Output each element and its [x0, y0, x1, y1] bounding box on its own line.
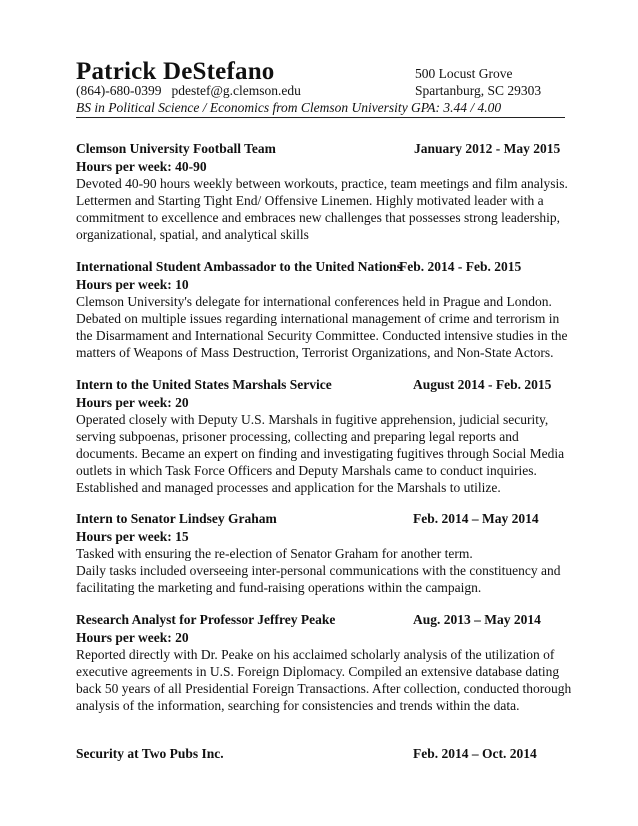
description-line: back 50 years of all Presidential Foreign Transactions. After collection, conducted thorough	[76, 681, 572, 696]
description-line: documents. Became an expert on finding and investigating fugitives through Social Media	[76, 446, 565, 461]
experience-entry	[76, 612, 572, 714]
experience-entry	[76, 511, 565, 596]
description-line: matters of Weapons of Mass Destruction, Terrorist Organizations, and Non-State Actors.	[76, 345, 554, 360]
entry-date: Feb. 2014 – May 2014	[413, 511, 539, 526]
experience-entry	[76, 259, 568, 361]
entry-description	[76, 293, 568, 361]
entry-hours: Hours per week: 15	[76, 529, 189, 544]
description-line: Lettermen and Starting Tight End/ Offensive Linemen. Highly motivated leader with a	[76, 193, 544, 208]
entry-hours: Hours per week: 20	[76, 630, 189, 645]
contact-line	[76, 83, 301, 99]
entry-hours: Hours per week: 40-90	[76, 159, 207, 174]
entry-title: International Student Ambassador to the United Nations	[76, 259, 403, 274]
entry-date: Feb. 2014 – Oct. 2014	[413, 746, 537, 761]
entry-description	[76, 646, 572, 714]
entry-title: Clemson University Football Team	[76, 141, 276, 156]
description-line: executive agreements in U.S. Foreign Diplomacy. Compiled an extensive database dating	[76, 664, 560, 679]
entry-hours: Hours per week: 20	[76, 395, 189, 410]
description-line: commitment to excellence and embraces new challenges that possesses strong leadership,	[76, 210, 560, 225]
entry-title: Intern to the United States Marshals Service	[76, 377, 332, 392]
description-line: Daily tasks included overseeing inter-personal communications with the constituency and	[76, 563, 561, 578]
description-line: the Disarmament and International Security Committee. Conducted intensive studies in the	[76, 328, 568, 343]
address-line-1: 500 Locust Grove	[415, 66, 513, 81]
phone-number: (864)-680-0399	[76, 83, 162, 98]
address-line-2: Spartanburg, SC 29303	[415, 83, 542, 98]
entry-hours: Hours per week: 10	[76, 277, 189, 292]
description-line: facilitating the marketing and fund-raising operations within the campaign.	[76, 580, 482, 595]
entry-description	[76, 545, 565, 596]
applicant-name: Patrick DeStefano	[76, 58, 275, 85]
experience-entry	[76, 377, 565, 496]
experience-entry	[76, 141, 568, 243]
description-line: Devoted 40-90 hours weekly between workouts, practice, team meetings and film analysis.	[76, 176, 568, 191]
entry-title: Intern to Senator Lindsey Graham	[76, 511, 277, 526]
description-line: Clemson University's delegate for international conferences held in Prague and London.	[76, 294, 552, 309]
entry-description	[76, 411, 565, 496]
entry-title: Research Analyst for Professor Jeffrey Peake	[76, 612, 336, 627]
description-line: Debated on multiple issues regarding international management of crime and terrorism in	[76, 311, 560, 326]
entry-description	[76, 175, 568, 243]
entry-date: August 2014 - Feb. 2015	[413, 377, 552, 392]
email-address: pdestef@g.clemson.edu	[171, 83, 301, 98]
description-line: Established and managed processes and application for the Marshals to utilize.	[76, 480, 501, 495]
description-line: serving subpoenas, prisoner processing, collecting and preparing legal reports and	[76, 429, 519, 444]
description-line: Reported directly with Dr. Peake on his acclaimed scholarly analysis of the utilization of	[76, 647, 555, 662]
description-line: organizational, spatial, and analytical skills	[76, 227, 309, 242]
description-line: analysis of the information, searching for consistencies and trends within the data.	[76, 698, 520, 713]
entry-date: January 2012 - May 2015	[414, 141, 561, 156]
header-divider	[76, 117, 565, 118]
degree-line: BS in Political Science / Economics from Clemson University	[76, 100, 408, 115]
entry-date: Aug. 2013 – May 2014	[413, 612, 541, 627]
experience-entry	[76, 746, 565, 763]
description-line: outlets in which Task Force Officers and Deputy Marshals came to conduct inquiries.	[76, 463, 537, 478]
description-line: Tasked with ensuring the re-election of Senator Graham for another term.	[76, 546, 473, 561]
entry-title: Security at Two Pubs Inc.	[76, 746, 224, 761]
description-line: Operated closely with Deputy U.S. Marshals in fugitive apprehension, judicial security,	[76, 412, 549, 427]
entry-date: Feb. 2014 - Feb. 2015	[399, 259, 522, 274]
gpa-line: GPA: 3.44 / 4.00	[411, 100, 502, 115]
